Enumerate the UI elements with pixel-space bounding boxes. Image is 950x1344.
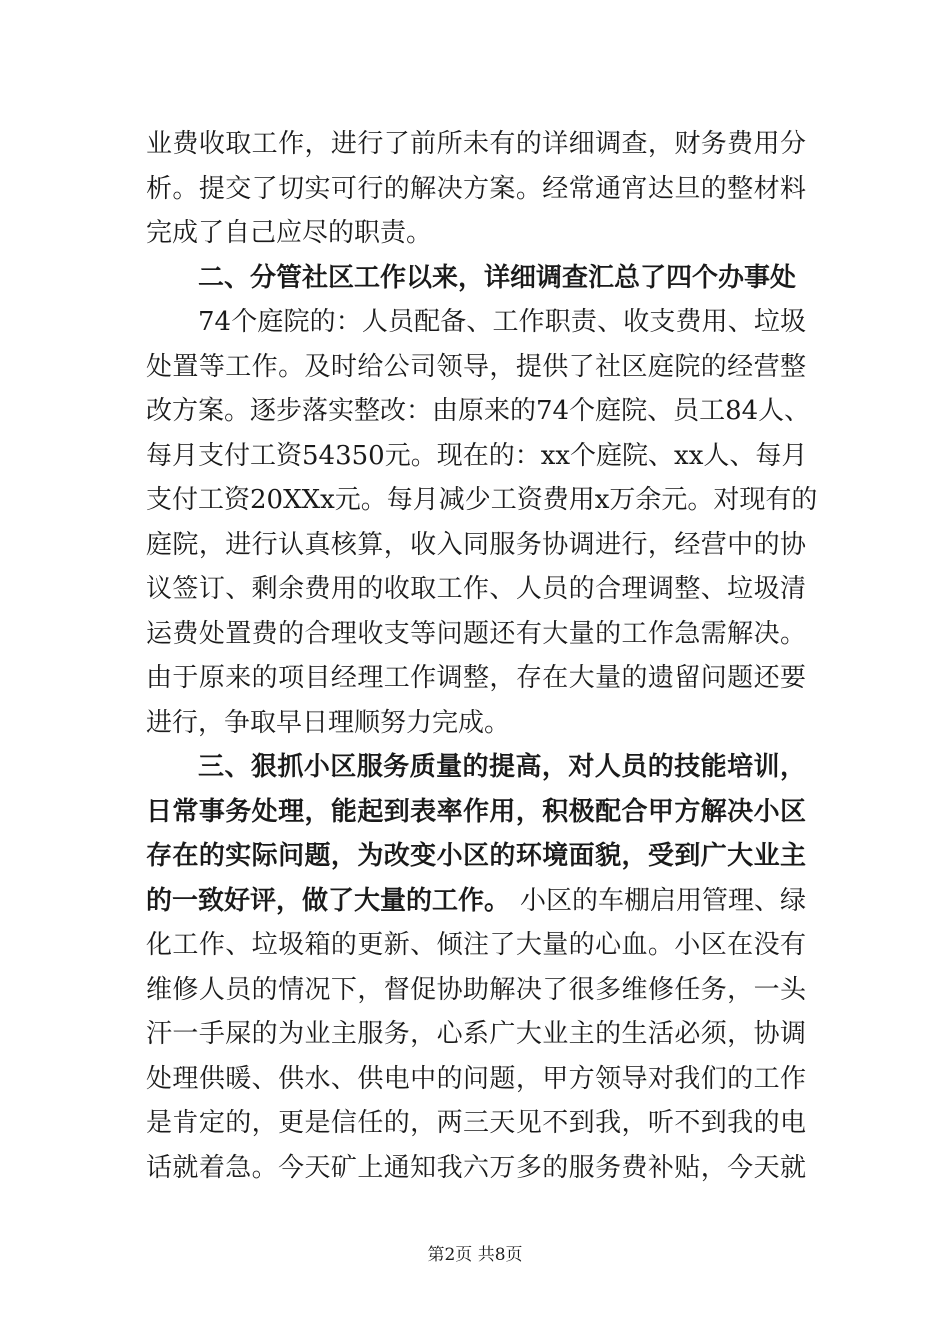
paragraph-line: 处理供暖、供水、供电中的问题，甲方领导对我们的工作: [146, 1063, 806, 1094]
paragraph-line: 进行，争取早日理顺努力完成。: [146, 707, 511, 738]
section-heading-3-line: 存在的实际问题，为改变小区的环境面貌，受到广大业主: [146, 841, 806, 871]
paragraph-line: 运费处置费的合理收支等问题还有大量的工作急需解决。: [146, 618, 806, 649]
paragraph-line: 由于原来的项目经理工作调整，存在大量的遗留问题还要: [146, 663, 806, 693]
paragraph-line: 改方案。逐步落实整改：由原来的74个庭院、员工84人、: [146, 396, 811, 426]
mixed-line: [146, 879, 806, 924]
paragraph-line: 74个庭院的：人员配备、工作职责、收支费用、垃圾: [198, 307, 806, 337]
paragraph-line: 议签订、剩余费用的收取工作、人员的合理调整、垃圾清: [146, 574, 806, 604]
page-number-footer: 第2页 共8页: [427, 1245, 523, 1265]
section-heading-3-end: 的一致好评，做了大量的工作。: [146, 885, 511, 916]
paragraph-line: 汗一手屎的为业主服务，心系广大业主的生活必须，协调: [146, 1019, 806, 1049]
paragraph-line: 是肯定的，更是信任的，两三天见不到我，听不到我的电: [146, 1108, 806, 1138]
paragraph-continuation: 小区的车棚启用管理、绿: [519, 885, 806, 916]
paragraph-line: 支付工资20XXx元。每月减少工资费用x万余元。对现有的: [146, 485, 818, 515]
paragraph-line: 维修人员的情况下，督促协助解决了很多维修任务，一头: [146, 974, 806, 1005]
section-heading-3: 三、狠抓小区服务质量的提高，对人员的技能培训，: [198, 752, 806, 782]
paragraph-line: 完成了自己应尽的职责。: [146, 218, 433, 248]
section-heading-2: 二、分管社区工作以来，详细调查汇总了四个办事处: [198, 262, 797, 293]
paragraph-line: 业费收取工作，进行了前所未有的详细调查，财务费用分: [146, 129, 806, 159]
paragraph-line: 处置等工作。及时给公司领导，提供了社区庭院的经营整: [146, 351, 806, 382]
paragraph-line: 庭院，进行认真核算，收入同服务协调进行，经营中的协: [146, 529, 806, 560]
paragraph-line: 化工作、垃圾箱的更新、倾注了大量的心血。小区在没有: [146, 930, 806, 960]
document-body: [146, 122, 818, 1190]
paragraph-line: 析。提交了切实可行的解决方案。经常通宵达旦的整材料: [146, 173, 806, 204]
paragraph-line: 话就着急。今天矿上通知我六万多的服务费补贴，今天就: [146, 1152, 806, 1183]
paragraph-line: 每月支付工资54350元。现在的：xx个庭院、xx人、每月: [146, 440, 808, 471]
section-heading-3-line: 日常事务处理，能起到表率作用，积极配合甲方解决小区: [146, 796, 806, 827]
